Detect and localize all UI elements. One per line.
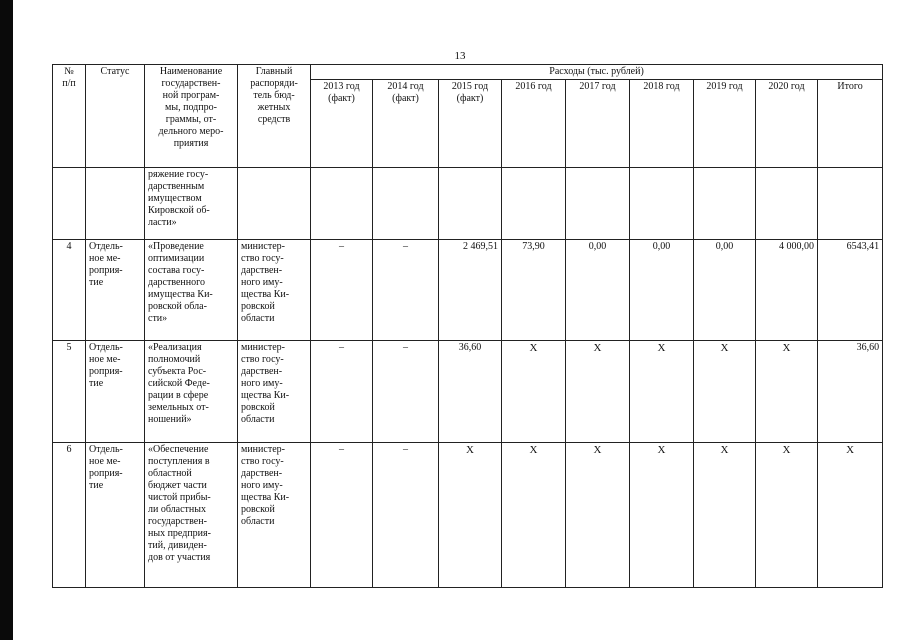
year-total: Итого xyxy=(818,80,883,168)
row-status: Отдель- ное ме- роприя- тие xyxy=(86,443,145,588)
row-value xyxy=(818,168,883,240)
year-2019: 2019 год xyxy=(694,80,756,168)
row-value xyxy=(756,443,818,588)
row-value: 6543,41 xyxy=(818,240,883,341)
x-mark: Х xyxy=(529,444,538,456)
row-value xyxy=(373,341,439,443)
row-value xyxy=(694,168,756,240)
row-value xyxy=(566,341,630,443)
table-row xyxy=(53,240,883,341)
year-2013: 2013 год (факт) xyxy=(311,80,373,168)
dash-mark: – xyxy=(403,342,408,353)
x-mark: Х xyxy=(720,342,729,354)
row-value xyxy=(439,443,502,588)
x-mark: Х xyxy=(782,342,791,354)
x-mark: Х xyxy=(720,444,729,456)
x-mark: Х xyxy=(593,444,602,456)
row-value: 36,60 xyxy=(818,341,883,443)
row-name: «Реализация полномочий субъекта Рос- сийской Феде- рации в сфере земельных от- ношений» xyxy=(145,341,238,443)
row-value xyxy=(818,443,883,588)
header-manager: Главный распоряди- тель бюд- жетных средств xyxy=(238,65,311,168)
row-status: Отдель- ное ме- роприя- тие xyxy=(86,240,145,341)
row-value xyxy=(694,341,756,443)
table-row xyxy=(53,168,883,240)
row-value: 2 469,51 xyxy=(439,240,502,341)
row-name: «Обеспечение поступления в областной бюджет части чистой прибы- ли областных государствен- ных предприя- тий, дивиден- дов от участия xyxy=(145,443,238,588)
page-number: 13 xyxy=(454,50,466,62)
row-value xyxy=(756,168,818,240)
row-value xyxy=(311,168,373,240)
row-value xyxy=(694,443,756,588)
x-mark: Х xyxy=(466,444,474,456)
row-value: 0,00 xyxy=(566,240,630,341)
dash-mark: – xyxy=(339,342,344,353)
row-value xyxy=(502,168,566,240)
row-value xyxy=(373,168,439,240)
row-num: 5 xyxy=(53,341,86,443)
row-value: 0,00 xyxy=(694,240,756,341)
x-mark: Х xyxy=(593,342,602,354)
row-value xyxy=(439,168,502,240)
expenses-table xyxy=(52,64,883,588)
dash-mark: – xyxy=(339,241,344,252)
year-2016: 2016 год xyxy=(502,80,566,168)
row-value: 4 000,00 xyxy=(756,240,818,341)
row-value xyxy=(566,168,630,240)
scan-edge-shadow xyxy=(0,0,13,640)
row-value xyxy=(566,443,630,588)
row-value xyxy=(311,341,373,443)
row-value xyxy=(630,341,694,443)
header-row-top xyxy=(53,65,883,80)
row-num: 4 xyxy=(53,240,86,341)
dash-mark: – xyxy=(403,241,408,252)
year-2020: 2020 год xyxy=(756,80,818,168)
dash-mark: – xyxy=(339,444,344,455)
row-status xyxy=(86,168,145,240)
x-mark: Х xyxy=(657,342,666,354)
row-value: 0,00 xyxy=(630,240,694,341)
year-2018: 2018 год xyxy=(630,80,694,168)
header-status: Статус xyxy=(86,65,145,168)
row-value xyxy=(502,341,566,443)
row-value: 73,90 xyxy=(502,240,566,341)
row-manager: министер- ство госу- дарствен- ного иму- щества Ки- ровской области xyxy=(238,240,311,341)
row-value xyxy=(630,168,694,240)
row-value xyxy=(311,443,373,588)
row-value xyxy=(373,240,439,341)
row-status: Отдель- ное ме- роприя- тие xyxy=(86,341,145,443)
x-mark: Х xyxy=(657,444,666,456)
year-2017: 2017 год xyxy=(566,80,630,168)
row-value xyxy=(311,240,373,341)
row-value xyxy=(502,443,566,588)
year-2015: 2015 год (факт) xyxy=(439,80,502,168)
row-manager xyxy=(238,168,311,240)
row-name: «Проведение оптимизации состава госу- дарственного имущества Ки- ровской обла- сти» xyxy=(145,240,238,341)
x-mark: Х xyxy=(529,342,538,354)
x-mark: Х xyxy=(782,444,791,456)
x-mark: Х xyxy=(846,444,855,456)
table-row xyxy=(53,341,883,443)
row-name: ряжение госу- дарственным имуществом Кировской об- ласти» xyxy=(145,168,238,240)
row-manager: министер- ство госу- дарствен- ного иму- щества Ки- ровской области xyxy=(238,341,311,443)
row-value: 36,60 xyxy=(439,341,502,443)
year-2014: 2014 год (факт) xyxy=(373,80,439,168)
row-num xyxy=(53,168,86,240)
dash-mark: – xyxy=(403,444,408,455)
header-expenses: Расходы (тыс. рублей) xyxy=(311,65,883,80)
table-row xyxy=(53,443,883,588)
row-num: 6 xyxy=(53,443,86,588)
header-name: Наименование государствен- ной програм- мы, подпро- граммы, от- дельного меро- приятия xyxy=(145,65,238,168)
row-value xyxy=(630,443,694,588)
row-value xyxy=(373,443,439,588)
row-value xyxy=(756,341,818,443)
row-manager: министер- ство госу- дарствен- ного иму- щества Ки- ровской области xyxy=(238,443,311,588)
header-num: № п/п xyxy=(53,65,86,168)
